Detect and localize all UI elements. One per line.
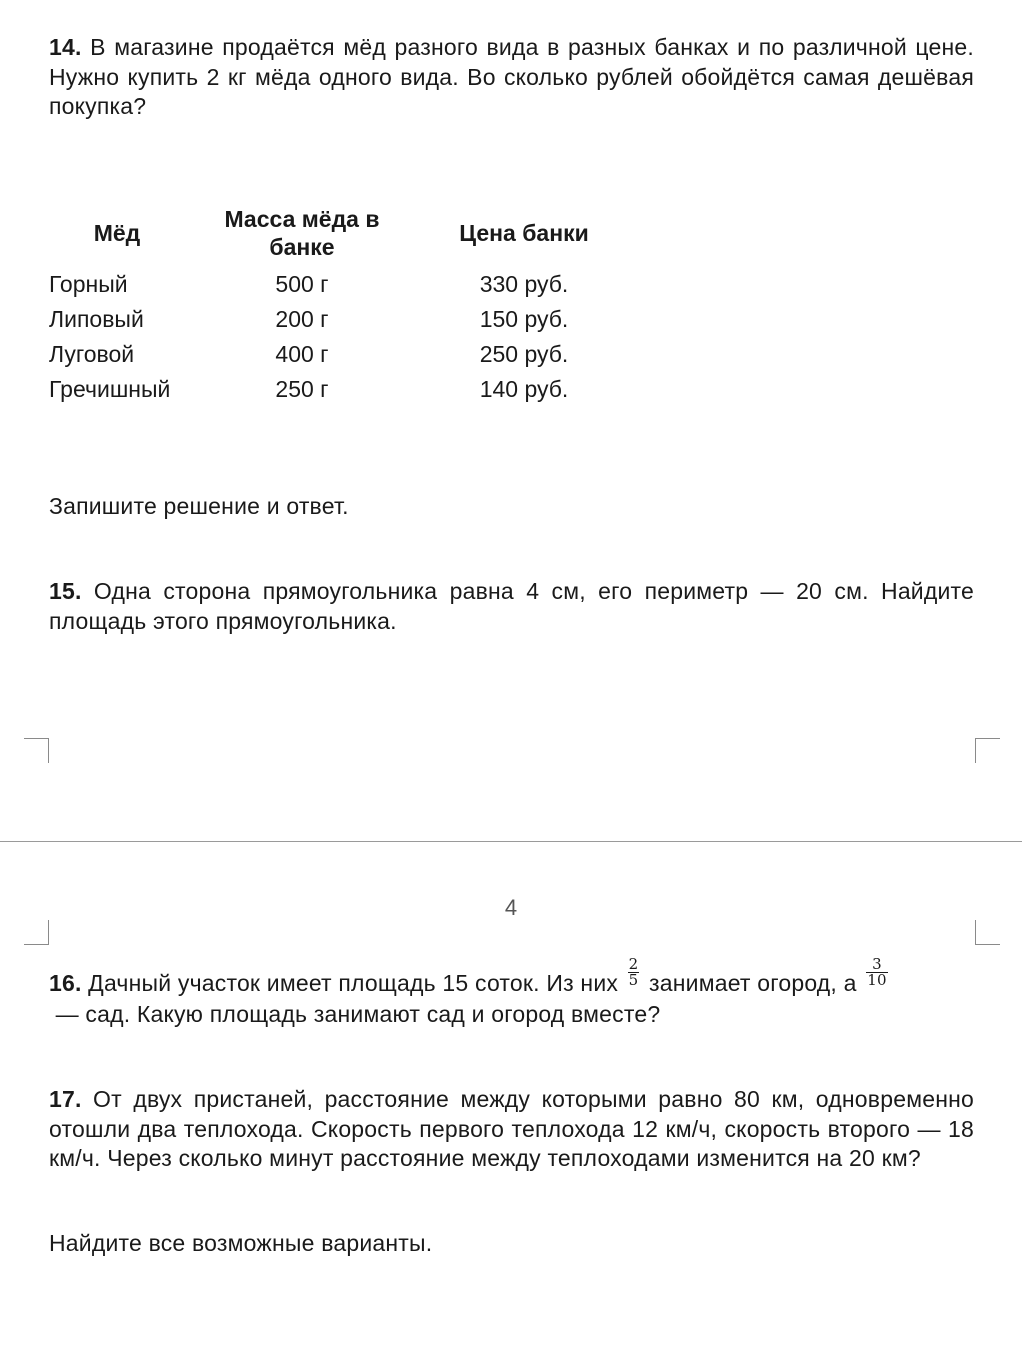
fraction-two-fifths xyxy=(628,957,640,988)
question-16 xyxy=(49,955,974,1030)
table-row xyxy=(49,302,629,337)
cell-mass: 200 г xyxy=(275,306,329,332)
cell-honey: Луговой xyxy=(49,341,135,367)
header-mass xyxy=(185,203,419,267)
question-15-text: Одна сторона прямоугольника равна 4 см, его периметр — 20 см. Найдите площадь этого прямоугольника. xyxy=(49,578,974,634)
question-16-text-2: занимает огород, а xyxy=(649,970,857,996)
question-17-instruction: Найдите все возможные варианты. xyxy=(49,1230,433,1256)
cell-price: 150 руб. xyxy=(479,306,569,332)
page-corner-mark xyxy=(975,738,1000,763)
cell-mass: 400 г xyxy=(275,341,329,367)
question-17 xyxy=(49,1085,974,1174)
fraction-numerator: 3 xyxy=(872,955,882,974)
cell-price: 330 руб. xyxy=(479,271,569,297)
fraction-denominator: 10 xyxy=(867,971,887,990)
cell-price: 250 руб. xyxy=(479,341,569,367)
cell-honey: Горный xyxy=(49,271,128,297)
cell-price: 140 руб. xyxy=(479,376,569,402)
table-row xyxy=(49,372,629,407)
page-corner-mark xyxy=(24,920,49,945)
question-17-number: 17. xyxy=(49,1086,82,1112)
cell-honey-label: Гречишный xyxy=(49,376,171,402)
question-15 xyxy=(49,577,974,636)
question-15-number: 15. xyxy=(49,578,82,604)
honey-table xyxy=(49,203,629,407)
header-price: Цена банки xyxy=(459,220,589,246)
cell-mass: 500 г xyxy=(275,271,329,297)
header-mass-label: Масса мёда в банке xyxy=(224,206,380,260)
question-14-instruction: Запишите решение и ответ. xyxy=(49,493,349,519)
question-16-text-3: — сад. Какую площадь занимают сад и огород вместе? xyxy=(55,1001,661,1028)
cell-mass: 250 г xyxy=(275,376,329,402)
question-14-number: 14. xyxy=(49,34,82,60)
table-row xyxy=(49,267,629,302)
table-header-row xyxy=(49,203,629,267)
question-14 xyxy=(49,33,974,122)
table-row xyxy=(49,337,629,372)
question-16-text-1: Дачный участок имеет площадь 15 соток. Из них xyxy=(88,970,619,996)
cell-honey: Липовый xyxy=(49,306,144,332)
page-break-divider xyxy=(0,841,1022,842)
page-corner-mark xyxy=(975,920,1000,945)
question-16-number: 16. xyxy=(49,970,82,996)
cell-honey xyxy=(49,372,185,407)
page-corner-mark xyxy=(24,738,49,763)
header-honey: Мёд xyxy=(93,220,141,246)
page-number: 4 xyxy=(504,895,518,920)
question-14-text: В магазине продаётся мёд разного вида в разных банках и по различной цене. Нужно купить 2 кг мёда одного вида. Во сколько рублей обойдётся самая дешёвая покупка? xyxy=(49,34,975,119)
question-17-text: От двух пристаней, расстояние между которыми равно 80 км, одновременно отошли два теплохода. Скорость первого теплохода 12 км/ч, скорость второго — 18 км/ч. Через сколько минут расстояние между теплоходами изменится на 20 км? xyxy=(49,1086,974,1171)
fraction-three-tenths xyxy=(866,957,888,988)
fraction-denominator: 5 xyxy=(628,971,639,990)
fraction-numerator: 2 xyxy=(628,955,639,974)
